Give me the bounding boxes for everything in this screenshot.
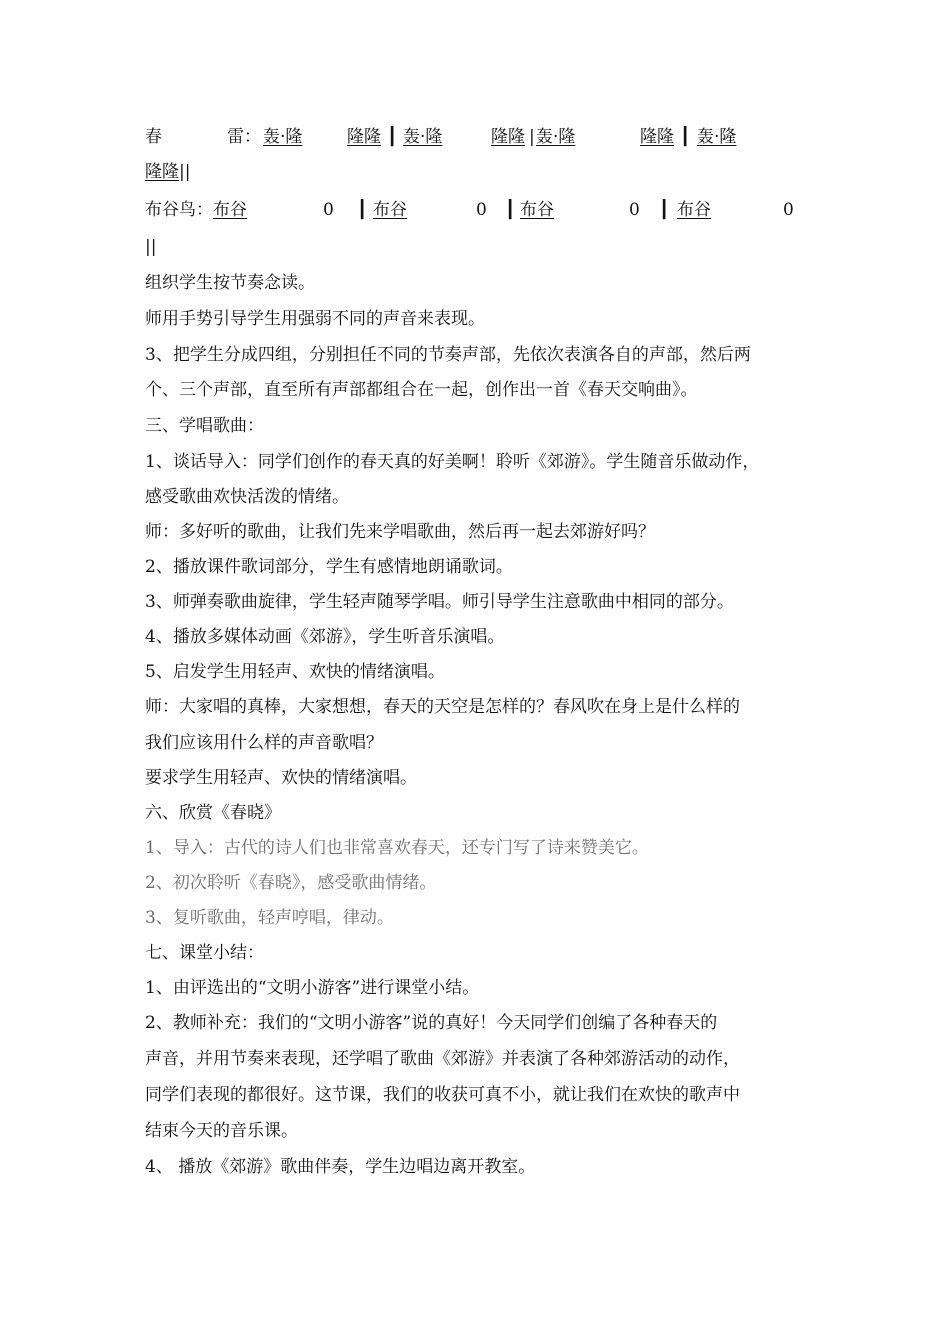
barline: | <box>529 127 535 147</box>
text-line: 3、师弹奏歌曲旋律，学生轻声随琴学唱。师引导学生注意歌曲中相同的部分。 <box>145 592 734 612</box>
section-heading: 六、欣赏《春晓》 <box>145 803 281 823</box>
text-line: 1、导入：古代的诗人们也非常喜欢春天，还专门写了诗来赞美它。 <box>145 838 649 858</box>
text-line: 1、谈话导入：同学们创作的春天真的好美啊！聆听《郊游》。学生随音乐做动作， <box>145 452 760 472</box>
cuckoo-rest-3: 0 <box>629 200 640 220</box>
cuckoo-label: 布谷鸟： <box>145 200 213 220</box>
thunder-beat-2b: 隆隆 <box>491 127 525 147</box>
cuckoo-beat-3: 布谷 <box>520 200 554 220</box>
section-heading: 七、课堂小结： <box>145 943 264 963</box>
text-line: 2、播放课件歌词部分，学生有感情地朗诵歌词。 <box>145 557 513 577</box>
cuckoo-beat-4: 布谷 <box>677 200 711 220</box>
text-line: 同学们表现的都很好。这节课，我们的收获可真不小，就让我们在欢快的歌声中 <box>145 1085 740 1105</box>
text-line: 组织学生按节奏念读。 <box>145 273 315 293</box>
thunder-beat-4a: 轰·隆 <box>697 127 737 147</box>
text-line: 1、由评选出的“文明小游客”进行课堂小结。 <box>145 978 480 998</box>
cuckoo-rest-4: 0 <box>783 200 794 220</box>
cuckoo-beat-1: 布谷 <box>213 200 247 220</box>
thunder-label: 春 <box>145 127 162 147</box>
text-line: 师：大家唱的真棒，大家想想，春天的天空是怎样的？春风吹在身上是什么样的 <box>145 697 740 717</box>
thunder-label-2: 雷： <box>227 127 261 147</box>
text-line: 4、播放多媒体动画《郊游》，学生听音乐演唱。 <box>145 627 505 647</box>
thunder-beat-1b: 隆隆 <box>347 127 381 147</box>
text-line: 我们应该用什么样的声音歌唱？ <box>145 733 383 753</box>
text-line: 结束今天的音乐课。 <box>145 1121 298 1141</box>
text-line: 4、 播放《郊游》歌曲伴奏，学生边唱边离开教室。 <box>145 1157 536 1177</box>
cuckoo-ending: || <box>145 237 157 257</box>
thunder-ending: 隆隆|| <box>145 162 191 182</box>
text-line: 个、三个声部，直至所有声部都组合在一起，创作出一首《春天交响曲》。 <box>145 380 698 400</box>
thunder-beat-3a: 轰·隆 <box>536 127 576 147</box>
thunder-beat-1a: 轰·隆 <box>263 127 303 147</box>
text-line: 师用手势引导学生用强弱不同的声音来表现。 <box>145 309 485 329</box>
cuckoo-rest-1: 0 <box>323 200 334 220</box>
section-heading: 三、学唱歌曲： <box>145 416 264 436</box>
text-line: 要求学生用轻声、欢快的情绪演唱。 <box>145 768 417 788</box>
text-line: 2、初次聆听《春晓》，感受歌曲情绪。 <box>145 873 437 893</box>
text-line: 5、启发学生用轻声、欢快的情绪演唱。 <box>145 662 445 682</box>
thunder-beat-3b: 隆隆 <box>640 127 674 147</box>
barline: ┃ <box>387 127 398 147</box>
cuckoo-beat-2: 布谷 <box>373 200 407 220</box>
text-line: 2、教师补充：我们的“文明小游客”说的真好！今天同学们创编了各种春天的 <box>145 1013 718 1033</box>
text-line: 感受歌曲欢快活泼的情绪。 <box>145 487 349 507</box>
barline: ┃ <box>659 200 670 220</box>
barline: ┃ <box>505 200 516 220</box>
text-line: 3、把学生分成四组，分别担任不同的节奏声部，先依次表演各自的声部，然后两 <box>145 345 751 365</box>
cuckoo-rest-2: 0 <box>476 200 487 220</box>
barline: ┃ <box>357 200 368 220</box>
thunder-beat-2a: 轰·隆 <box>403 127 443 147</box>
text-line: 3、复听歌曲，轻声哼唱，律动。 <box>145 908 394 928</box>
text-line: 师：多好听的歌曲，让我们先来学唱歌曲，然后再一起去郊游好吗？ <box>145 522 655 542</box>
barline: ┃ <box>680 127 691 147</box>
text-line: 声音，并用节奏来表现，还学唱了歌曲《郊游》并表演了各种郊游活动的动作， <box>145 1049 740 1069</box>
